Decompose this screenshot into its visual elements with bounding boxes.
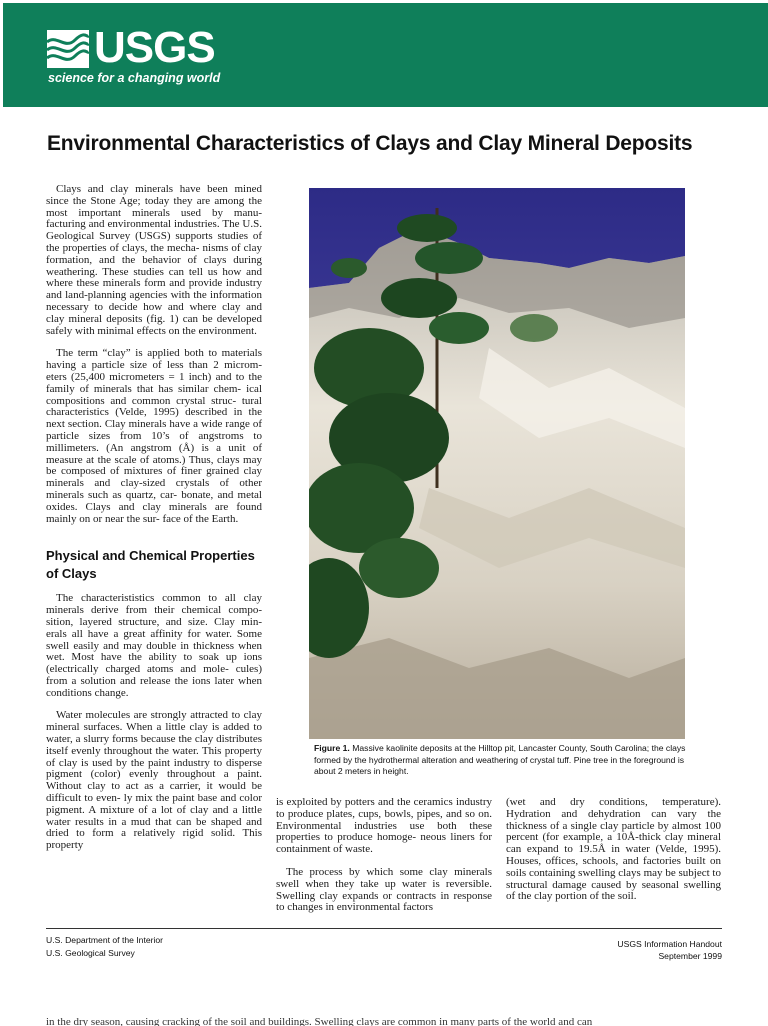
usgs-wave-icon bbox=[47, 30, 89, 68]
left-column bbox=[46, 184, 262, 852]
document-title: Environmental Characteristics of Clays and Clay Mineral Deposits bbox=[47, 132, 693, 155]
intro-paragraph: Clays and clay minerals have been mined since the Stone Age; today they are among the most important minerals used by manu- facturing and environmental industries. The U.S. Geological Survey (USGS) supports studies of the properties of clays, the mecha- nisms of clay formation, and the behavior of clays during weathering. These studies can tell us how and where these minerals form and provide industry and land-planning agencies with the information necessary to decide how and where clay and clay mineral deposits (fig. 1) can be developed safely with minimal effects on the environment. bbox=[46, 183, 262, 337]
usgs-logo[interactable] bbox=[47, 23, 221, 93]
middle-column bbox=[276, 797, 492, 914]
usgs-wordmark: USGS bbox=[94, 23, 215, 72]
next-page-fragment: in the dry season, causing cracking of the soil and buildings. Swelling clays are common in many parts of the world and can bbox=[46, 1016, 593, 1026]
footer-agency bbox=[46, 934, 163, 960]
clay-definition-paragraph: The term “clay” is applied both to materials having a particle size of less than 2 microm- eters (25,400 micrometers = 1 inch) and to the family of minerals that has similar chem- ical compositions and common crystal struc- tural characteristics (Velde, 1995) described in the next section. Clay minerals have a wide range of particle sizes from 10’s of angstroms to millimeters. (An angstrom (Å) is a unit of measure at the scale of atoms.) Thus, clays may be composed of mixtures of finer grained clay minerals and clay-sized crystals of other minerals such as quartz, car- bonate, and metal oxides. Clays and clay minerals are found mainly on or near the sur- face of the Earth. bbox=[46, 347, 262, 525]
figure-label: Figure 1. bbox=[314, 743, 350, 753]
right-column bbox=[506, 797, 721, 903]
footer-handout: USGS Information Handout bbox=[617, 939, 722, 949]
footer-department: U.S. Department of the Interior bbox=[46, 935, 164, 945]
footer-divider bbox=[46, 928, 722, 929]
water-paragraph: Water molecules are strongly attracted to clay mineral surfaces. When a little clay is added to water, a slurry forms because the clay distributes itself evenly throughout the water. This property of clay is used by the paint industry to disperse pigment (color) evenly throughout a paint. Without clay to act as a carrier, it would be difficult to even- ly mix the paint base and color pigment. A mixture of a lot of clay and a little water results in a mud that can be shaped and dried to form a relatively rigid solid. This property bbox=[46, 709, 262, 852]
usgs-tagline: science for a changing world bbox=[48, 71, 221, 85]
footer-date: September 1999 bbox=[658, 951, 722, 961]
figure-caption-text: Massive kaolinite deposits at the Hilltop pit, Lancaster County, South Carolina; the clays formed by the hydrothermal alteration and weathering of crystal tuff. Pine tree in the foreground is about 2 meters in height. bbox=[314, 743, 686, 776]
section-heading: Physical and Chemical Properties of Clays bbox=[46, 548, 255, 582]
footer-survey: U.S. Geological Survey bbox=[46, 948, 135, 958]
ceramics-paragraph: is exploited by potters and the ceramics industry to produce plates, cups, bowls, pipes, and so on. Environmental industries use both these properties to produce homoge- neous liners for containment of waste. bbox=[276, 796, 492, 856]
properties-paragraph: The characterististics common to all clay minerals derive from their chemical compo- sition, layered structure, and size. Clay min- erals all have a great affinity for water. Some swell easily and may double in thickness when wet. Most have the ability to soak up ions (electrically charged atoms and mole- cules) from a solution and release the ions later when conditions change. bbox=[46, 592, 262, 699]
footer-publication bbox=[617, 938, 722, 962]
usgs-banner bbox=[3, 3, 768, 107]
swelling-paragraph: The process by which some clay minerals swell when they take up water is reversible. Swelling clay expands or contracts in response to changes in environmental factors bbox=[276, 865, 492, 914]
kaolinite-quarry-photo bbox=[309, 188, 685, 739]
figure-photo bbox=[309, 188, 685, 739]
figure-caption bbox=[314, 743, 694, 778]
hydration-paragraph: (wet and dry conditions, temperature). Hydration and dehydration can vary the thickness of a single clay particle by almost 100 percent (for example, a 10Å-thick clay mineral can expand to 19.5Å in water (Velde, 1995). Houses, offices, schools, and factories built on soils containing swelling clays may be subject to structural damage caused by seasonal swelling of the clay portion of the soil. bbox=[506, 796, 721, 903]
